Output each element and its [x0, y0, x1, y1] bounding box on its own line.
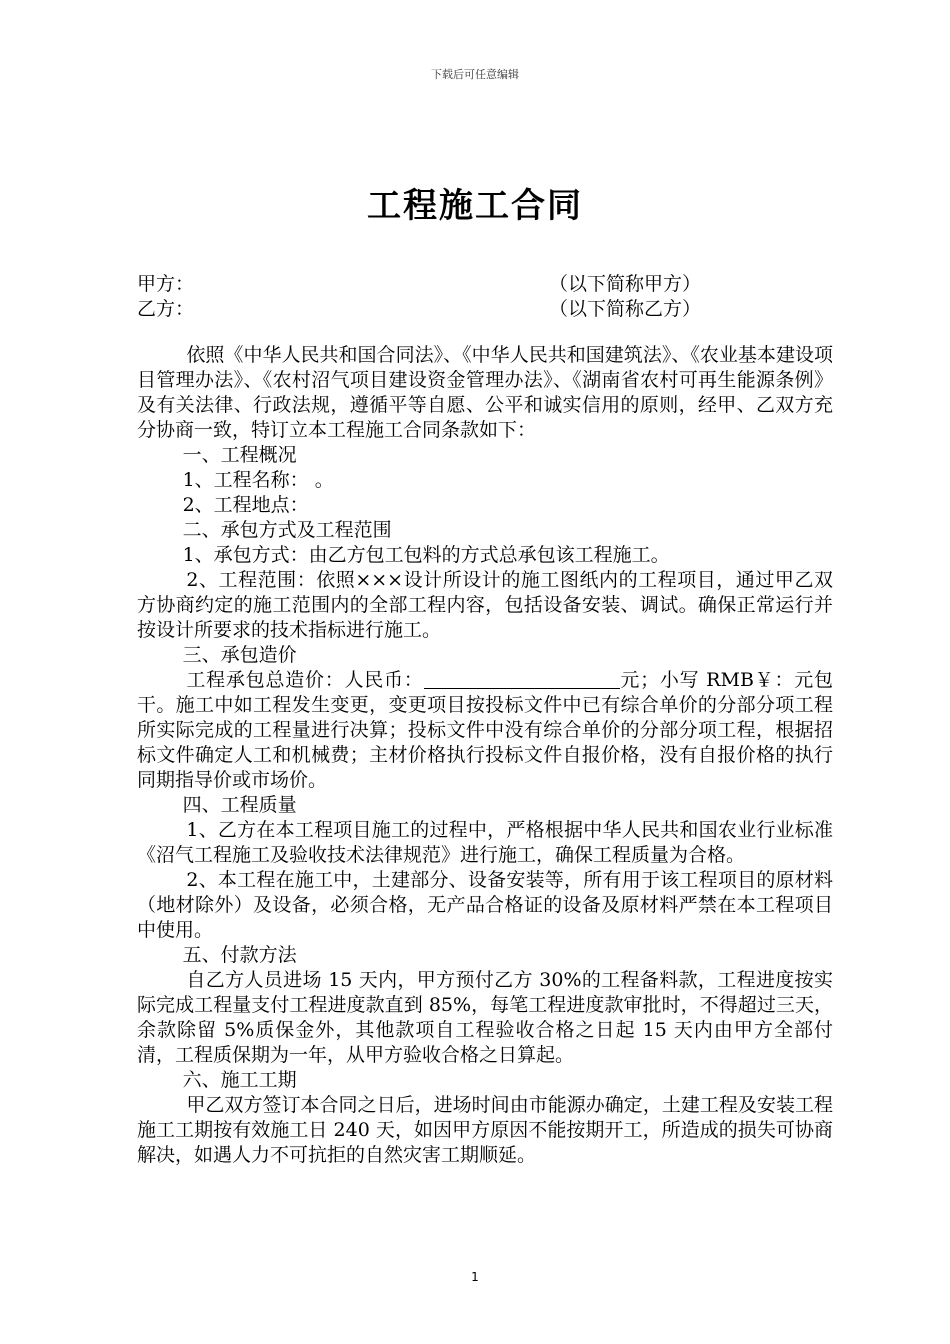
section-heading-contract-scope: 二、承包方式及工程范围 — [182, 519, 392, 541]
document-title: 工程施工合同 — [367, 186, 583, 226]
contract-price-paragraph — [137, 668, 833, 793]
section-heading-contract-price: 三、承包造价 — [182, 644, 297, 666]
party-a-row — [137, 272, 833, 297]
party-b-label: 乙方： — [137, 298, 195, 320]
section-heading-payment: 五、付款方法 — [182, 944, 297, 966]
section-heading-overview: 一、工程概况 — [182, 444, 297, 466]
party-b-row — [137, 297, 833, 322]
contract-body — [137, 272, 833, 1168]
intro-paragraph: 依照《中华人民共和国合同法》、《中华人民共和国建筑法》、《农业基本建设项目管理办法》、《农村沼气项目建设资金管理办法》、《湖南省农村可再生能源条例》及有关法律、行政法规，遵循平等自愿、公平和诚实信用的原则，经甲、乙双方充分协商一致，特订立本工程施工合同条款如下： — [137, 344, 833, 441]
header-note: 下载后可任意编辑 — [431, 68, 519, 81]
payment-paragraph: 自乙方人员进场 15 天内，甲方预付乙方 30%的工程备料款，工程进度按实际完成工程量支付工程进度款直到 85%，每笔工程进度款审批时，不得超过三天，余款除留 5%质保金外，其他款项自工程验收合格之日起 15 天内由甲方全部付清，工程质保期为一年，从甲方验收合格之日算起。 — [137, 969, 833, 1066]
quality-item-1: 1、乙方在本工程项目施工的过程中，严格根据中华人民共和国农业行业标准《沼气工程施工及验收技术法律规范》进行施工，确保工程质量为合格。 — [137, 819, 833, 866]
party-b-alias: （以下简称乙方） — [549, 298, 702, 320]
contract-method-line: 1、承包方式：由乙方包工包料的方式总承包该工程施工。 — [182, 544, 670, 566]
party-a-alias: （以下简称甲方） — [549, 273, 702, 295]
quality-item-2: 2、本工程在施工中，土建部分、设备安装等，所有用于该工程项目的原材料（地材除外）及设备，必须合格，无产品合格证的设备及原材料严禁在本工程项目中使用。 — [137, 869, 833, 941]
section-heading-schedule: 六、施工工期 — [182, 1069, 297, 1091]
price-suffix: 元；小写 RMB￥： — [619, 669, 795, 691]
section-heading-quality: 四、工程质量 — [182, 794, 297, 816]
project-scope-paragraph: 2、工程范围：依照×××设计所设计的施工图纸内的工程项目，通过甲乙双方协商约定的施工范围内的全部工程内容，包括设备安装、调试。确保正常运行并按设计所要求的技术指标进行施工。 — [137, 569, 833, 641]
schedule-paragraph: 甲乙双方签订本合同之日后，进场时间由市能源办确定，土建工程及安装工程施工工期按有效施工日 240 天，如因甲方原因不能按期开工，所造成的损失可协商解决，如遇人力不可抗拒的自然灾害工期顺延。 — [137, 1094, 833, 1166]
price-blank-field — [424, 670, 620, 689]
project-location-line: 2、工程地点： — [182, 494, 309, 516]
party-a-label: 甲方： — [137, 273, 195, 295]
price-terms: 元包干。施工中如工程发生变更，变更项目按投标文件中已有综合单价的分部分项工程所实际完成的工程量进行决算；投标文件中没有综合单价的分部分项工程，根据招标文件确定人工和机械费；主材价格执行投标文件自报价格，没有自报价格的执行同期指导价或市场价。 — [137, 669, 833, 791]
project-name-line: 1、工程名称： 。 — [182, 469, 334, 491]
price-prefix: 工程承包总造价：人民币： — [186, 669, 424, 691]
page-number: 1 — [471, 1270, 479, 1284]
